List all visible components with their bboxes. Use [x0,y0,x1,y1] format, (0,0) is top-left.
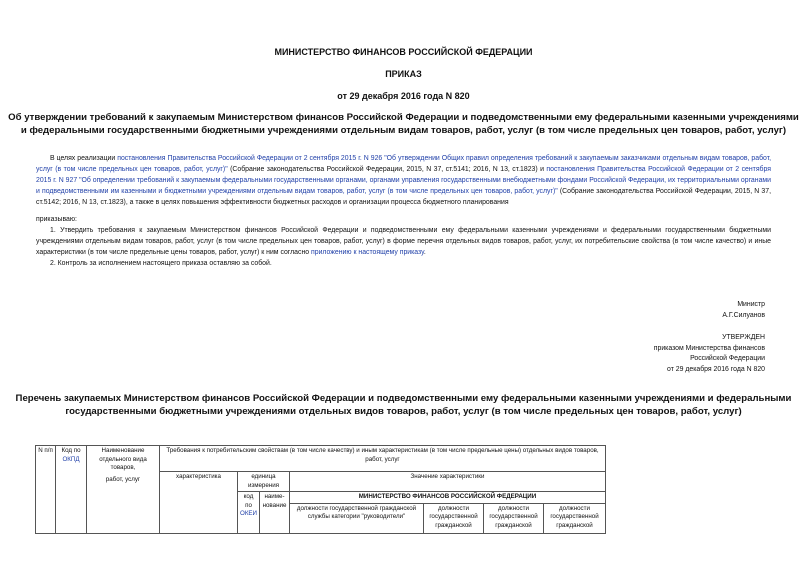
order-item-2: 2. Контроль за исполнением настоящего приказа оставляю за собой. [50,260,272,267]
okei-link[interactable]: ОКЕИ [240,510,257,517]
approval-line3: Российской Федерации [690,355,765,362]
col-header-position-3: должности государственной гражданской [484,503,544,533]
order-word: приказываю: [36,216,77,223]
col-header-unit-code [238,492,260,534]
col-header-position-1: должности государственной гражданской службы категории "руководители" [290,503,424,533]
col-header-unit-name: наиме- нование [260,492,290,534]
col-header-position-4: должности государственной гражданской [544,503,606,533]
approval-line2: приказом Министерства финансов [653,344,765,352]
doc-title-line2: и федеральными государственными бюджетными учреждениями отдельным видам товаров, работ, услуг (в том числе предельных цен товаров, работ, услуг) [20,124,787,136]
requirements-table [35,445,606,534]
list-title-line2: государственными бюджетными учреждениями отдельных видов товаров, работ, услуг (в том числе предельных цен товаров, работ, услуг) [65,405,742,417]
preamble-start: В целях реализации [50,155,118,162]
doc-type-heading: ПРИКАЗ [385,69,422,79]
col-header-unit: единица измерения [238,472,290,492]
approval-line4: от 29 декабря 2016 года N 820 [667,365,765,373]
decree-927-link[interactable]: постановления Правительства Российской Федерации от 2 сентября 2015 г. N 927 "Об определении требований к закупаемым федеральными государственными органами, органами управления государственными внебюджетными фондами Российской Федерации, их территориальными органами и подведомственными им казенными и бюджетными учреждениями отдельным видам товаров, работ, услуг (в том числе предельных цен товаров, работ, услуг)" [36,166,771,195]
approval-block [654,333,765,375]
approval-line1: УТВЕРЖДЕН [722,334,765,341]
preamble-paragraph [36,153,771,208]
col-header-code [56,446,87,534]
col-header-value: Значение характеристики [290,472,606,492]
col-header-name [87,446,160,534]
order-item-1 [36,225,771,258]
doc-title-line1: Об утверждении требований к закупаемым Министерством финансов Российской Федерации и подведомственными ему федеральными казенными учреждениями [8,112,799,123]
col-header-unit-code-text: код по [243,493,254,509]
doc-date-number: от 29 декабря 2016 года N 820 [337,91,470,101]
doc-title [0,112,807,137]
col-header-position-2: должности государственной гражданской [424,503,484,533]
col-header-name-text-b: работ, услуг [105,475,141,483]
col-header-number: N п/п [36,446,56,534]
col-header-name-text: Наименование отдельного вида товаров, [99,447,147,471]
appendix-link[interactable]: приложению к настоящему приказу [311,249,424,256]
decree-926-link[interactable]: постановления Правительства Российской Федерации от 2 сентября 2015 г. N 926 "Об утверждении Общих правил определения требований к закупаемым заказчиками отдельным видам товаров, работ, услуг (в том числе предельных цен товаров, работ, услуг)" [36,155,771,173]
list-title [0,393,807,418]
preamble-mid: (Собрание законодательства Российской Федерации, 2015, N 37, ст.5141; 2016, N 13, ст.1823) и [227,166,547,173]
signature-block [722,300,765,321]
ministry-heading: МИНИСТЕРСТВО ФИНАНСОВ РОССИЙСКОЙ ФЕДЕРАЦИИ [274,47,533,57]
signature-position: Министр [737,301,765,308]
col-header-code-text: Код по [61,447,81,454]
preamble-end: (Собрание законодательства Российской Федерации, 2015, N 37, ст.5142; 2016, N 13, ст.1823), а также в целях повышения эффективности бюджетных расходов и организации процесса бюджетного планирования [36,188,772,206]
col-header-ministry: МИНИСТЕРСТВО ФИНАНСОВ РОССИЙСКОЙ ФЕДЕРАЦИИ [290,492,606,504]
order-item-1-end: . [423,249,426,256]
col-header-characteristic: характеристика [160,472,238,534]
list-title-line1: Перечень закупаемых Министерством финансов Российской Федерации и подведомственными ему федеральными казенными учреждениями и федеральными [15,393,792,404]
col-header-requirements: Требования к потребительским свойствам (в том числе качеству) и иным характеристикам (в том числе предельные цены) отдельных видов товаров, работ, услуг [160,446,606,472]
order-item-1-text: 1. Утвердить требования к закупаемым Министерством финансов Российской Федерации и подведомственными ему федеральными казенными учреждениями и федеральными государственными бюджетными учреждениями отдельным видам товаров, работ, услуг (в том числе предельных цен товаров, работ, услуг) в форме перечня отдельных видов товаров, работ, услуг, их потребительские свойства (в том числе качество) и иные характеристики (в том числе предельные цены товаров, работ, услуг) к ним согласно [36,227,771,256]
okpd-link[interactable]: ОКПД [62,455,80,463]
signature-name: А.Г.Силуанов [722,311,765,319]
